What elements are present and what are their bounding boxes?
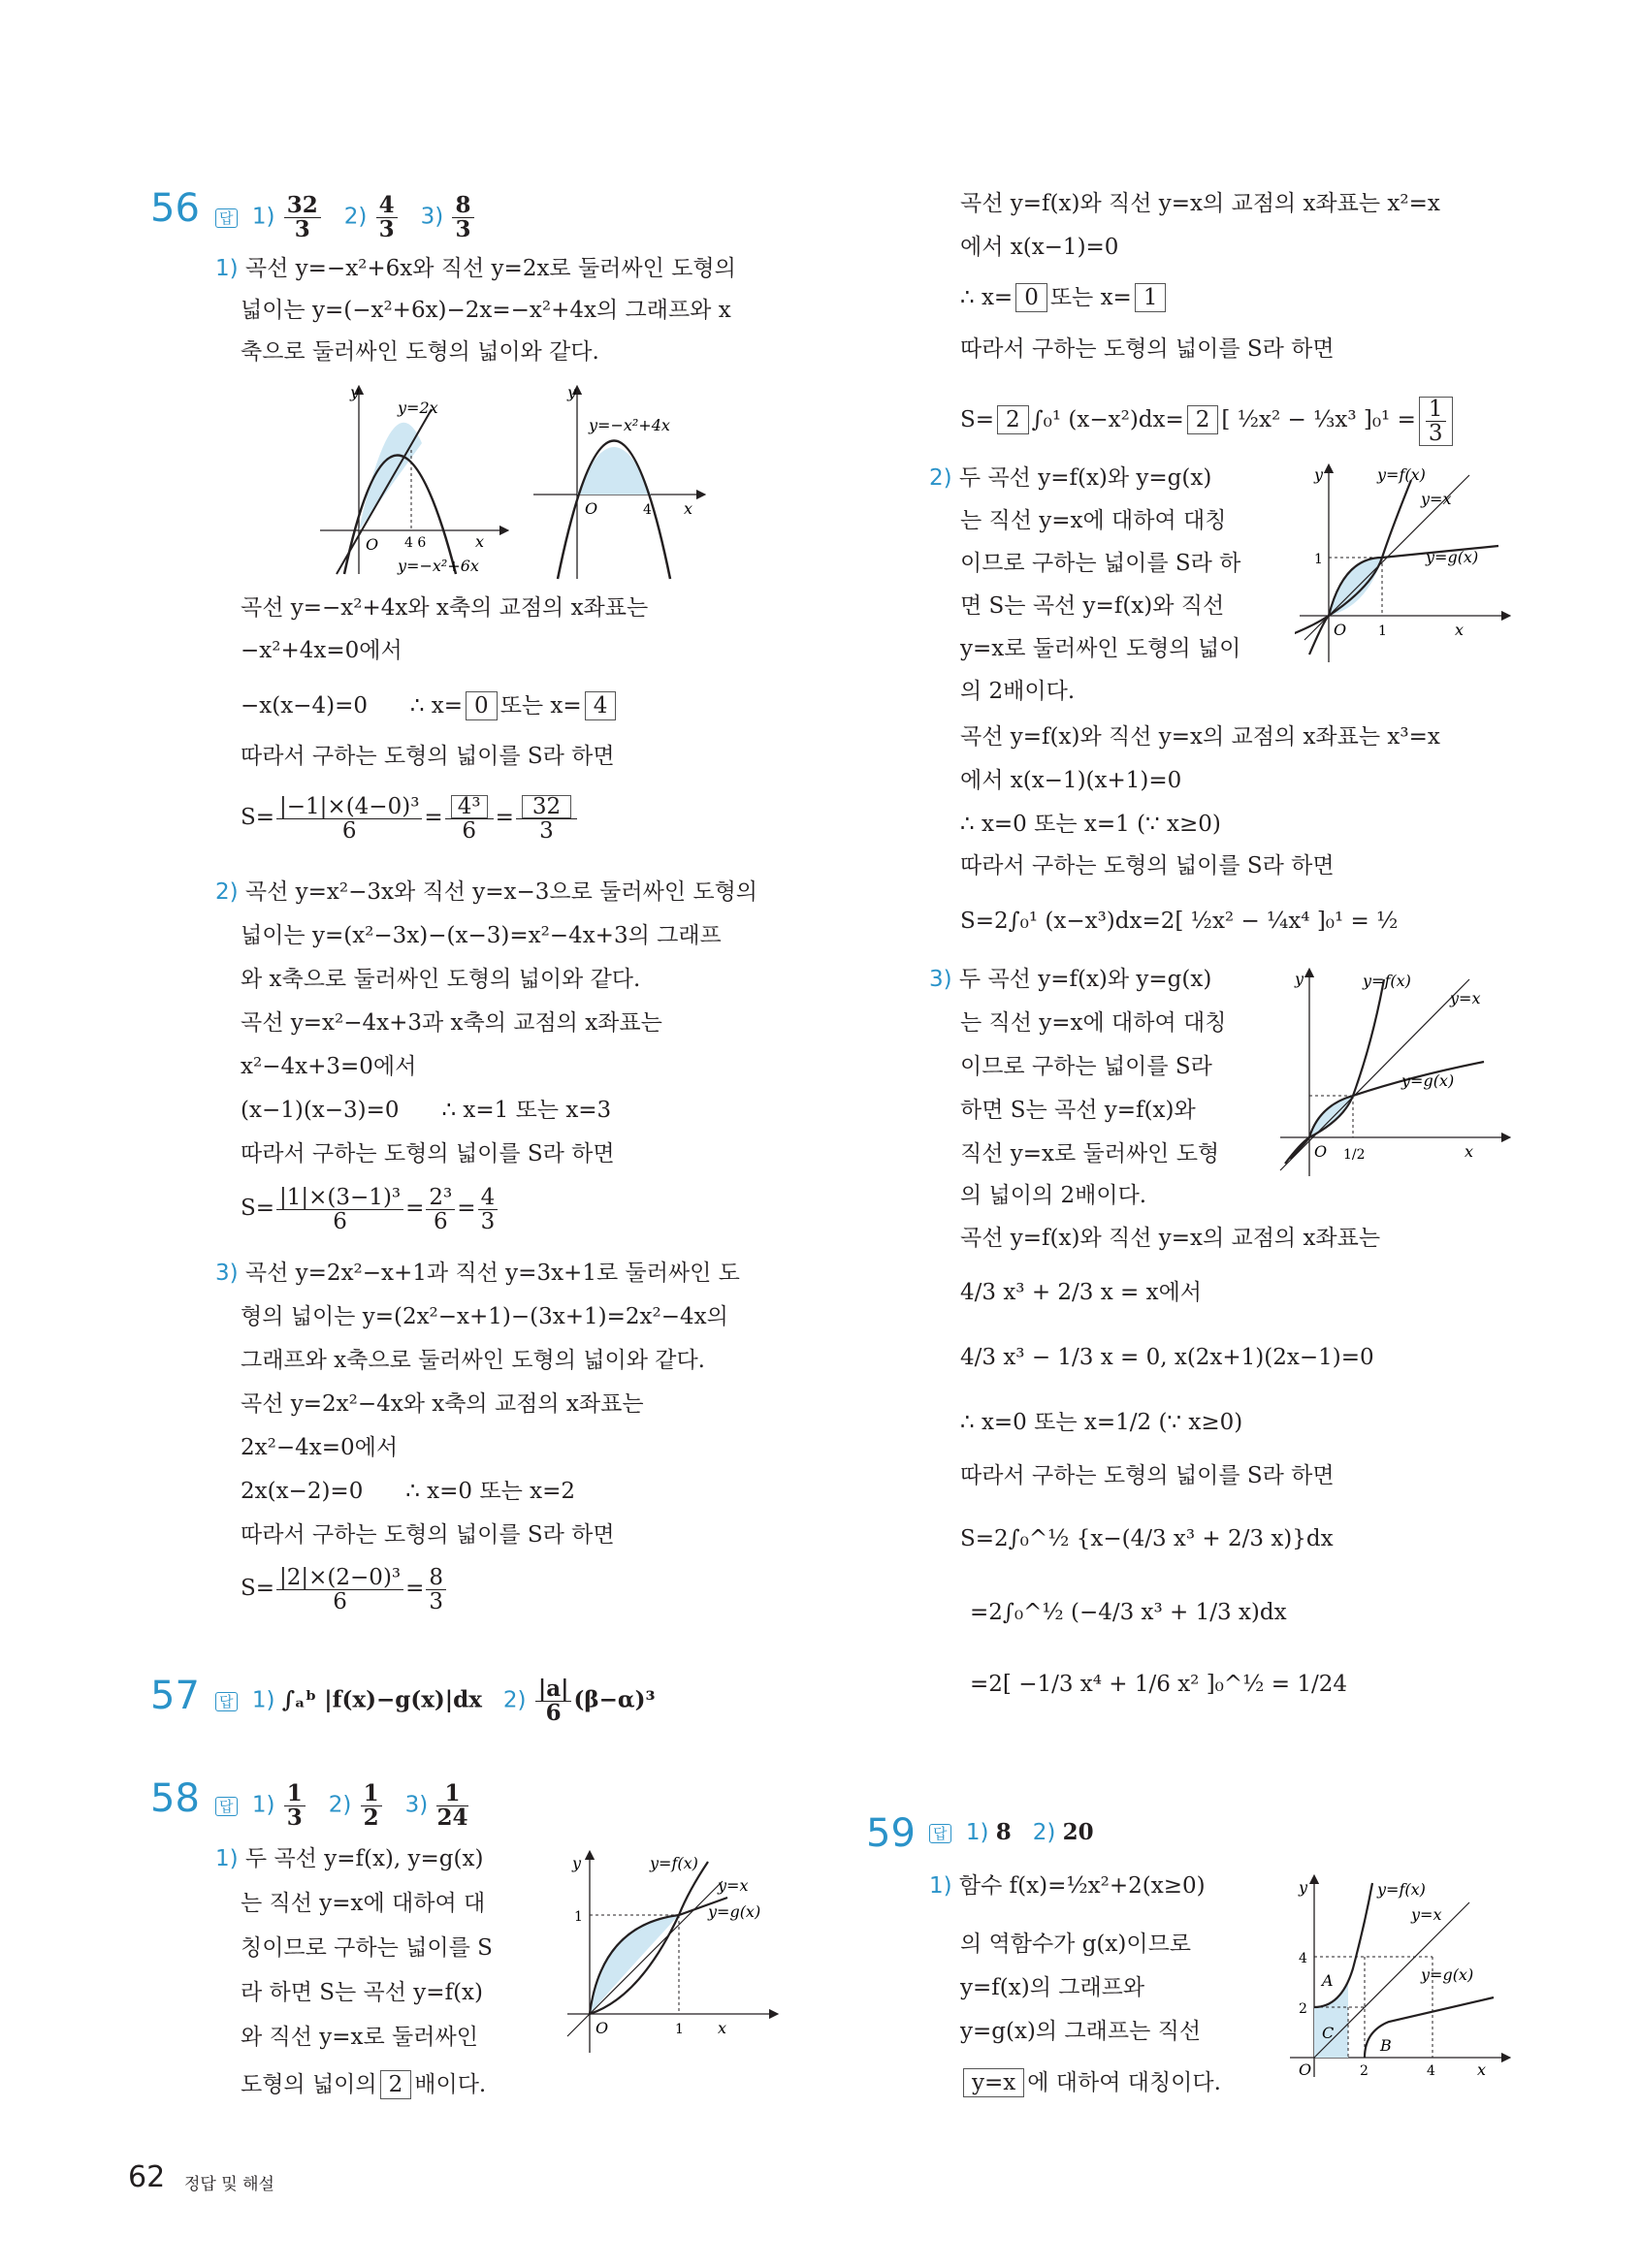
svg-text:4: 4 bbox=[643, 502, 652, 518]
p59-s1-line1: 1) 함수 f(x)=½x²+2(x≥0) bbox=[929, 1873, 1206, 1899]
svg-text:y=g(x): y=g(x) bbox=[1426, 548, 1479, 566]
p58-s3-line10: ∴ x=0 또는 x=1/2 (∵ x≥0) bbox=[960, 1410, 1243, 1435]
p56-s1-line7: 따라서 구하는 도형의 넓이를 S라 하면 bbox=[241, 744, 615, 769]
svg-text:y=g(x): y=g(x) bbox=[1421, 1965, 1474, 1984]
graph-56-1a bbox=[315, 380, 514, 582]
p59-s1-line2: 의 역함수가 g(x)이므로 bbox=[960, 1932, 1192, 1957]
answer-line-56: 답 1) $\frac{32}{3}$ 2) $\frac{4}{3}$ 3) $\frac{8}{3}$ bbox=[215, 194, 476, 241]
p58-s2-line2: 는 직선 y=x에 대하여 대칭 bbox=[960, 508, 1227, 533]
svg-text:y: y bbox=[567, 383, 577, 401]
p58-s1-right2: 에서 x(x−1)=0 bbox=[960, 235, 1119, 260]
svg-text:A: A bbox=[1322, 1971, 1334, 1990]
p58-s3-line6: 의 넓이의 2배이다. bbox=[960, 1183, 1147, 1208]
p56-s3-line3: 그래프와 x축으로 둘러싸인 도형의 넓이와 같다. bbox=[241, 1348, 705, 1373]
graph-58-2 bbox=[1295, 461, 1513, 664]
graph-58-1 bbox=[563, 1847, 781, 2056]
problem-number-58: 58 bbox=[150, 1776, 200, 1821]
p59-s1-line5: y=x 에 대하여 대칭이다. bbox=[960, 2068, 1221, 2097]
p58-s2-line10: 따라서 구하는 도형의 넓이를 S라 하면 bbox=[960, 853, 1335, 878]
svg-text:4 6: 4 6 bbox=[404, 535, 427, 551]
y-axis-label: y bbox=[350, 383, 360, 401]
svg-text:y=−x²+4x: y=−x²+4x bbox=[589, 416, 670, 434]
p56-s1-line1: 1) 곡선 y=−x²+6x와 직선 y=2x로 둘러싸인 도형의 bbox=[215, 256, 736, 281]
p56-s3-line2: 형의 넓이는 y=(2x²−x+1)−(3x+1)=2x²−4x의 bbox=[241, 1304, 728, 1329]
p59-s1-line4: y=g(x)의 그래프는 직선 bbox=[960, 2019, 1202, 2044]
p58-s3-line4: 하면 S는 곡선 y=f(x)와 bbox=[960, 1098, 1196, 1123]
p56-s3-line6: 2x(x−2)=0 ∴ x=0 또는 x=2 bbox=[241, 1479, 575, 1504]
graph-58-3 bbox=[1275, 965, 1513, 1178]
p56-s2-line1: 2) 곡선 y=x²−3x와 직선 y=x−3으로 둘러싸인 도형의 bbox=[215, 879, 758, 905]
svg-text:1: 1 bbox=[574, 1909, 583, 1925]
p56-s1-line5: −x²+4x=0에서 bbox=[241, 638, 402, 663]
p58-s3-line5: 직선 y=x로 둘러싸인 도형 bbox=[960, 1141, 1220, 1166]
p56-s2-line2: 넓이는 y=(x²−3x)−(x−3)=x²−4x+3의 그래프 bbox=[241, 923, 722, 948]
svg-text:2: 2 bbox=[1360, 2063, 1368, 2079]
p58-s2-line11: S=2∫₀¹ (x−x³)dx=2[ ½x² − ¼x⁴ ]₀¹ = ½ bbox=[960, 909, 1399, 934]
p58-s2-line3: 이므로 구하는 넓이를 S라 하 bbox=[960, 551, 1241, 576]
p58-s2-line1: 2) 두 곡선 y=f(x)와 y=g(x) bbox=[929, 465, 1212, 491]
svg-text:4: 4 bbox=[1299, 1951, 1307, 1966]
svg-text:O: O bbox=[585, 499, 598, 518]
answer-line-59: 답 1) 8 2) 20 bbox=[929, 1818, 1094, 1847]
p56-s1-line2: 넓이는 y=(−x²+6x)−2x=−x²+4x의 그래프와 x bbox=[241, 298, 731, 323]
svg-text:y: y bbox=[1299, 1878, 1308, 1897]
problem-number-56: 56 bbox=[150, 186, 200, 231]
p56-s3-line7: 따라서 구하는 도형의 넓이를 S라 하면 bbox=[241, 1522, 615, 1548]
p56-s2-line6: (x−1)(x−3)=0 ∴ x=1 또는 x=3 bbox=[241, 1098, 612, 1123]
svg-text:x: x bbox=[1465, 1142, 1474, 1161]
svg-text:y: y bbox=[1314, 465, 1324, 484]
p58-s3-line14: =2[ −1/3 x⁴ + 1/6 x² ]₀^½ = 1/24 bbox=[970, 1672, 1348, 1697]
p56-s1-formula: S= $\frac{\text{|−1|×(4−0)³}}{6}$ = $\frac{\text{4³}}{6}$ = $\frac{32}{3}$ bbox=[241, 790, 579, 845]
svg-text:y=f(x): y=f(x) bbox=[1377, 465, 1426, 484]
p58-s1-line2: 는 직선 y=x에 대하여 대 bbox=[241, 1891, 486, 1916]
p56-s3-line5: 2x²−4x=0에서 bbox=[241, 1435, 399, 1460]
p58-s3-line8: 4/3 x³ + 2/3 x = x에서 bbox=[960, 1280, 1203, 1305]
p56-s2-line4: 곡선 y=x²−4x+3과 x축의 교점의 x좌표는 bbox=[241, 1010, 662, 1036]
p56-s3-line1: 3) 곡선 y=2x²−x+1과 직선 y=3x+1로 둘러싸인 도 bbox=[215, 1261, 740, 1286]
svg-text:x: x bbox=[1477, 2060, 1487, 2079]
p58-s1-right5: S= 2 ∫₀¹ (x−x²)dx= 2 [ ½x² − ⅓x³ ]₀¹ = $\frac{1}{3}$ bbox=[960, 393, 1456, 447]
p58-s3-line12: S=2∫₀^½ {x−(4/3 x³ + 2/3 x)}dx bbox=[960, 1526, 1334, 1551]
p58-s1-right1: 곡선 y=f(x)와 직선 y=x의 교점의 x좌표는 x²=x bbox=[960, 191, 1440, 216]
p56-s2-line5: x²−4x+3=0에서 bbox=[241, 1054, 417, 1079]
svg-text:O: O bbox=[596, 2019, 609, 2037]
svg-text:1: 1 bbox=[1378, 623, 1387, 639]
p58-s3-line3: 이므로 구하는 넓이를 S라 bbox=[960, 1054, 1212, 1079]
p56-s1-line6: −x(x−4)=0 ∴ x= 0 또는 x= 4 bbox=[241, 691, 619, 720]
svg-text:1: 1 bbox=[675, 2022, 684, 2037]
p56-s3-formula: S= $\frac{\text{|2|×(2−0)³}}{6}$ = $\frac{8}{3}$ bbox=[241, 1561, 448, 1615]
p59-s1-line3: y=f(x)의 그래프와 bbox=[960, 1975, 1145, 2000]
svg-text:y=g(x): y=g(x) bbox=[708, 1902, 761, 1921]
p58-s2-line7: 곡선 y=f(x)와 직선 y=x의 교점의 x좌표는 x³=x bbox=[960, 724, 1440, 750]
p58-s1-line4: 라 하면 S는 곡선 y=f(x) bbox=[241, 1980, 484, 2005]
p58-s3-line11: 따라서 구하는 도형의 넓이를 S라 하면 bbox=[960, 1463, 1335, 1488]
curve-label: y=−x²+6x bbox=[398, 557, 479, 575]
p56-s2-line3: 와 x축으로 둘러싸인 도형의 넓이와 같다. bbox=[241, 967, 641, 992]
p58-s3-line9: 4/3 x³ − 1/3 x = 0, x(2x+1)(2x−1)=0 bbox=[960, 1345, 1374, 1370]
svg-text:y=f(x): y=f(x) bbox=[1363, 972, 1411, 990]
p58-s2-line8: 에서 x(x−1)(x+1)=0 bbox=[960, 768, 1182, 793]
p58-s2-line6: 의 2배이다. bbox=[960, 679, 1076, 704]
svg-text:x: x bbox=[1455, 621, 1465, 639]
p56-s1-line4: 곡선 y=−x²+4x와 x축의 교점의 x좌표는 bbox=[241, 595, 649, 621]
svg-text:x: x bbox=[718, 2019, 727, 2037]
svg-text:y=f(x): y=f(x) bbox=[1377, 1880, 1426, 1899]
p58-s2-line9: ∴ x=0 또는 x=1 (∵ x≥0) bbox=[960, 812, 1221, 837]
p58-s1-line3: 칭이므로 구하는 넓이를 S bbox=[241, 1935, 493, 1961]
p58-s2-line4: 면 S는 곡선 y=f(x)와 직선 bbox=[960, 593, 1225, 619]
svg-text:y: y bbox=[1295, 970, 1304, 988]
svg-text:y=x: y=x bbox=[1421, 490, 1452, 508]
svg-text:C: C bbox=[1322, 2024, 1335, 2042]
svg-text:y=x: y=x bbox=[1411, 1905, 1442, 1924]
p58-s3-line7: 곡선 y=f(x)와 직선 y=x의 교점의 x좌표는 bbox=[960, 1226, 1381, 1251]
p58-s1-line1: 1) 두 곡선 y=f(x), y=g(x) bbox=[215, 1846, 484, 1871]
svg-text:y=x: y=x bbox=[718, 1876, 749, 1895]
svg-text:O: O bbox=[366, 535, 379, 554]
answer-line-58: 답 1) $\frac{1}{3}$ 2) $\frac{1}{2}$ 3) $\frac{1}{24}$ bbox=[215, 1782, 470, 1830]
problem-number-57: 57 bbox=[150, 1674, 200, 1718]
svg-text:O: O bbox=[1334, 621, 1347, 639]
svg-text:x: x bbox=[684, 499, 693, 518]
svg-text:1: 1 bbox=[1314, 552, 1323, 567]
footer-title: 정답 및 해설 bbox=[184, 2175, 274, 2194]
p56-s1-line3: 축으로 둘러싸인 도형의 넓이와 같다. bbox=[241, 339, 599, 365]
svg-text:1/2: 1/2 bbox=[1343, 1147, 1366, 1163]
p56-s2-line7: 따라서 구하는 도형의 넓이를 S라 하면 bbox=[241, 1141, 615, 1166]
svg-text:y=f(x): y=f(x) bbox=[650, 1854, 698, 1872]
graph-56-1b bbox=[529, 380, 708, 582]
p58-s3-line2: 는 직선 y=x에 대하여 대칭 bbox=[960, 1010, 1227, 1036]
problem-number-59: 59 bbox=[866, 1811, 916, 1856]
p58-s2-line5: y=x로 둘러싸인 도형의 넓이 bbox=[960, 636, 1241, 661]
svg-text:4: 4 bbox=[1427, 2063, 1435, 2079]
svg-text:2: 2 bbox=[1299, 2001, 1307, 2017]
svg-text:O: O bbox=[1299, 2060, 1312, 2079]
svg-text:B: B bbox=[1380, 2036, 1392, 2055]
p58-s1-right3: ∴ x= 0 또는 x= 1 bbox=[960, 283, 1169, 312]
svg-text:y: y bbox=[572, 1854, 582, 1872]
p58-s1-line5: 와 직선 y=x로 둘러싸인 bbox=[241, 2025, 478, 2050]
p58-s1-line6: 도형의 넓이의 2 배이다. bbox=[241, 2072, 487, 2097]
page-number: 62 bbox=[128, 2160, 166, 2194]
answer-line-57: 답 1) ∫ₐᵇ |f(x)−g(x)|dx 2) $\frac{|a|}{6}$ (β−α)³ bbox=[215, 1677, 656, 1725]
svg-text:y=g(x): y=g(x) bbox=[1401, 1071, 1455, 1090]
svg-text:x: x bbox=[475, 532, 485, 551]
line-label: y=2x bbox=[398, 399, 438, 417]
p58-s3-line1: 3) 두 곡선 y=f(x)와 y=g(x) bbox=[929, 967, 1212, 992]
p56-s3-line4: 곡선 y=2x²−4x와 x축의 교점의 x좌표는 bbox=[241, 1391, 644, 1417]
answer-tag: 답 bbox=[215, 208, 238, 228]
graph-59-1 bbox=[1285, 1871, 1513, 2080]
svg-text:O: O bbox=[1314, 1142, 1328, 1161]
p58-s1-right4: 따라서 구하는 도형의 넓이를 S라 하면 bbox=[960, 336, 1335, 362]
p58-s3-line13: =2∫₀^½ (−4/3 x³ + 1/3 x)dx bbox=[970, 1600, 1287, 1625]
svg-text:y=x: y=x bbox=[1450, 989, 1481, 1007]
p56-s2-formula: S= $\frac{\text{|1|×(3−1)³}}{6}$ = $\frac{\text{2³}}{6}$ = $\frac{4}{3}$ bbox=[241, 1181, 499, 1235]
